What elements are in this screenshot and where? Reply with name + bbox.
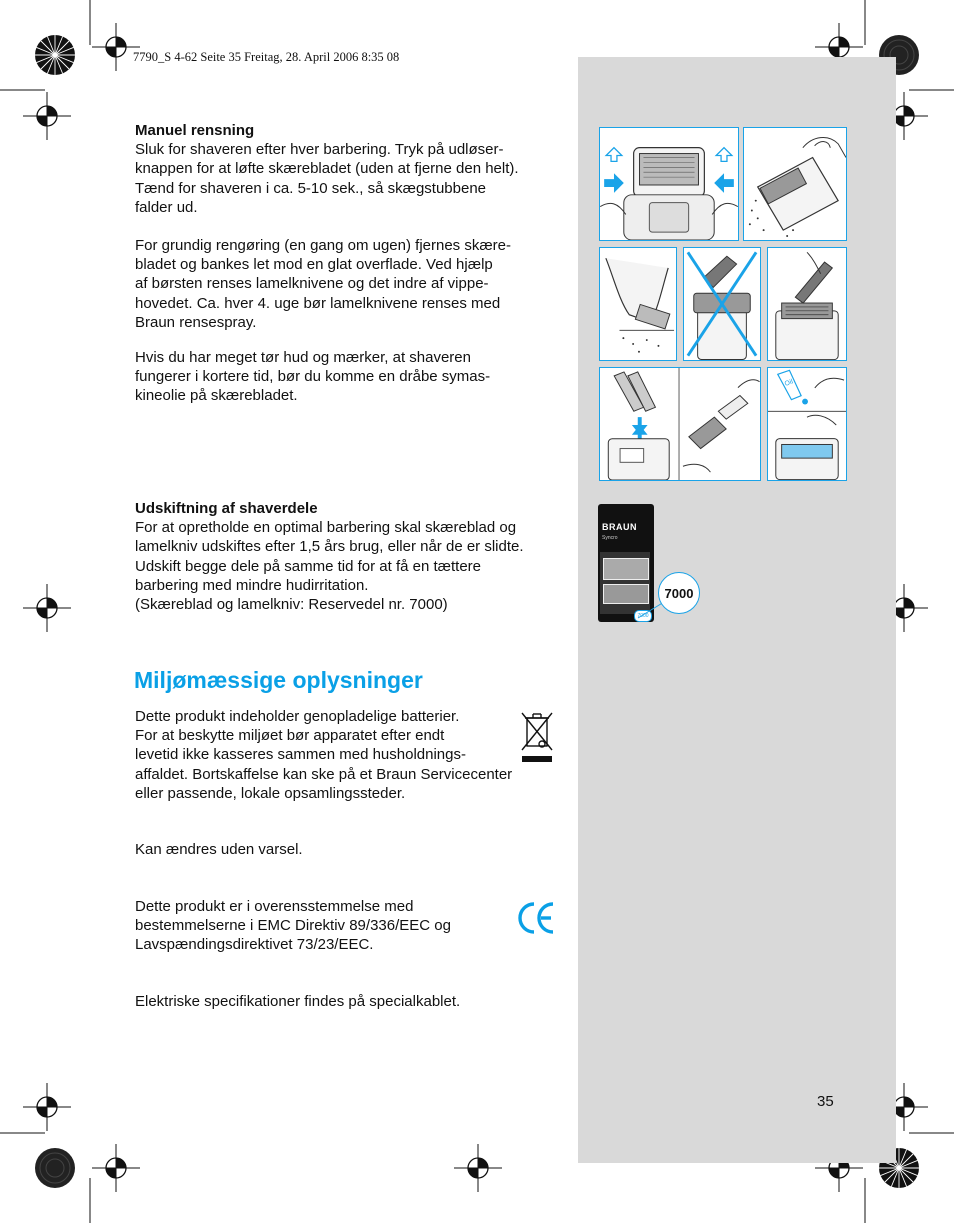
replacement-line: For at opretholde en optimal barbering skal skæreblad og [135, 519, 517, 537]
thorough-cleaning-line: hovedet. Ca. hver 4. uge bør lamelknivene renses med [135, 294, 501, 312]
figure-brush-cutter [767, 247, 847, 361]
replacement-section [135, 499, 524, 614]
manual-cleaning-title: Manuel rensning [135, 122, 255, 139]
brush-cutter-illustration [768, 248, 846, 360]
ce-line: bestemmelserne i EMC Direktiv 89/336/EEC og [135, 917, 451, 935]
thorough-cleaning-line: For grundig rengøring (en gang om ugen) fjernes skære- [135, 237, 512, 254]
environment-line: Dette produkt indeholder genopladelige batterier. [135, 708, 460, 725]
oil-bottle-label: Oil [783, 378, 795, 388]
thorough-cleaning-line: Braun rensespray. [135, 313, 257, 331]
electrical-text [135, 992, 460, 1011]
replacement-line: barbering med mindre hudirritation. [135, 576, 369, 594]
environment-line: eller passende, lokale opsamlingssteder. [135, 784, 406, 802]
ce-paragraph [135, 897, 451, 955]
package-small-label: 7000 [634, 610, 652, 622]
spray-cutter-illustration [600, 368, 760, 480]
electrical-line: Elektriske specifikationer findes på specialkablet. [135, 993, 461, 1010]
print-header: 7790_S 4-62 Seite 35 Freitag, 28. April 2006 8:35 08 [133, 50, 400, 64]
tap-foil-illustration [600, 248, 676, 360]
manual-cleaning-line: Tænd for shaveren i ca. 5-10 sek., så skægstubbene [135, 179, 487, 197]
oil-paragraph [135, 348, 490, 406]
package-cutter [603, 558, 649, 580]
replacement-title: Udskiftning af shaverdele [135, 500, 318, 517]
environment-line: affaldet. Bortskaffelse kan ske på et Braun Servicecenter [135, 765, 513, 783]
replacement-line: (Skæreblad og lamelkniv: Reservedel nr. 7000) [135, 596, 448, 614]
shaver-release-illustration [600, 128, 738, 240]
manual-cleaning-section [135, 121, 519, 217]
package-brand: BRAUN [602, 522, 637, 532]
notice-line: Kan ændres uden varsel. [135, 841, 303, 858]
oil-line: Hvis du har meget tør hud og mærker, at shaveren [135, 349, 471, 366]
brush-foil-crossed-illustration [684, 248, 760, 360]
figure-oil-foil [767, 367, 847, 481]
figure-release-foil [599, 127, 739, 241]
figure-tap-foil [599, 247, 677, 361]
oil-line: fungerer i kortere tid, bør du komme en dråbe symas- [135, 368, 491, 386]
shaver-tilt-illustration [744, 128, 846, 240]
package-model: Syncro [602, 535, 618, 541]
environment-paragraph [135, 707, 512, 803]
ce-mark-icon [516, 900, 556, 936]
environment-line: For at beskytte miljøet bør apparatet efter endt [135, 727, 445, 745]
replacement-line: Udskift begge dele på samme tid for at få en tættere [135, 557, 482, 575]
manual-cleaning-line: knappen for at løfte skærebladet (uden at fjerne den helt). [135, 160, 519, 178]
thorough-cleaning-paragraph [135, 236, 511, 332]
notice-text [135, 840, 303, 859]
ce-line: Dette produkt er i overensstemmelse med [135, 898, 414, 915]
environment-line: levetid ikke kasseres sammen med husholdnings- [135, 746, 466, 764]
ce-line: Lavspændingsdirektivet 73/23/EEC. [135, 936, 374, 954]
oil-line: kineolie på skærebladet. [135, 387, 298, 405]
page-number: 35 [817, 1093, 834, 1110]
oil-foil-illustration [768, 368, 846, 480]
figure-spray-cutter [599, 367, 761, 481]
weee-bin-icon [518, 710, 556, 764]
figure-shake-out [743, 127, 847, 241]
manual-cleaning-line: Sluk for shaveren efter hver barbering. Tryk på udløser- [135, 141, 504, 159]
figure-do-not-brush-foil [683, 247, 761, 361]
thorough-cleaning-line: af børsten renses lamelknivene og det indre af vippe- [135, 275, 489, 293]
thorough-cleaning-line: bladet og bankes let mod en glat overflade. Ved hjælp [135, 256, 493, 274]
manual-cleaning-line: falder ud. [135, 198, 198, 216]
replacement-line: lamelkniv udskiftes efter 1,5 års brug, eller når de er slidte. [135, 538, 524, 556]
part-number-callout: 7000 [658, 572, 700, 614]
environment-title: Miljømæssige oplysninger [134, 667, 423, 693]
